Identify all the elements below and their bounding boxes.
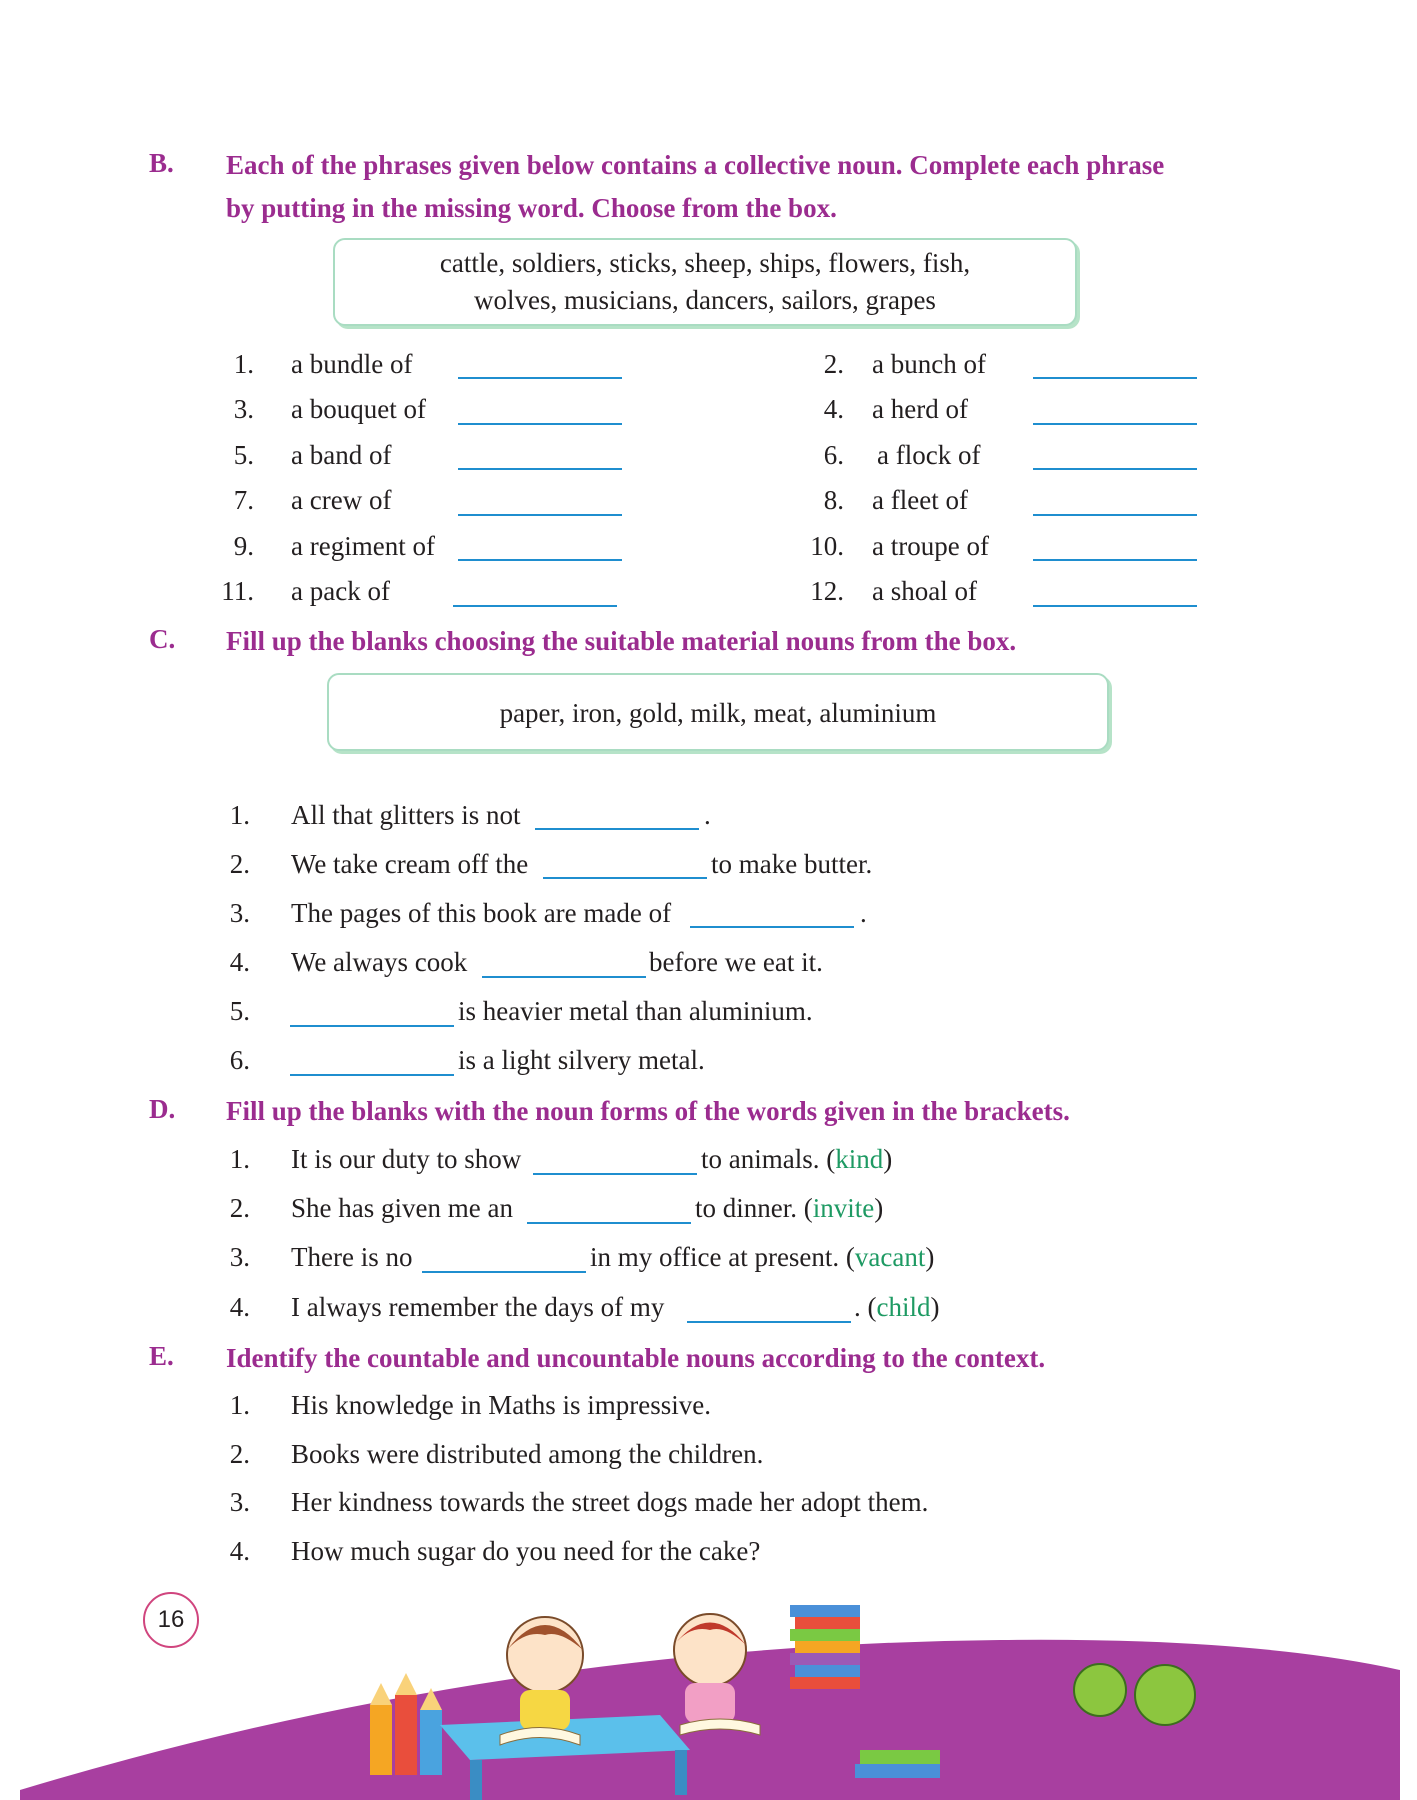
- sentence-text: .: [860, 898, 867, 928]
- hint-word: kind: [835, 1144, 884, 1174]
- section-c-letter: C.: [149, 624, 176, 654]
- item-number: 3.: [233, 394, 254, 424]
- item-number: 3.: [229, 898, 250, 928]
- sentence-text: ): [930, 1292, 940, 1322]
- sentence-text: is a light silvery metal.: [458, 1045, 705, 1075]
- sentence-text: ): [925, 1242, 935, 1272]
- answer-blank[interactable]: [458, 423, 622, 425]
- item-number: 1.: [233, 349, 254, 379]
- sentence-text: to animals. (: [701, 1144, 836, 1174]
- phrase-text: a band of: [291, 440, 392, 470]
- section-c-title: Fill up the blanks choosing the suitable material nouns from the box.: [226, 626, 1017, 656]
- phrase-text: a bouquet of: [291, 394, 426, 424]
- sentence-text: There is no: [291, 1242, 413, 1272]
- section-d-letter: D.: [149, 1094, 176, 1124]
- section-e-title: Identify the countable and uncountable nouns according to the context.: [226, 1343, 1046, 1373]
- sentence-text: His knowledge in Maths is impressive.: [291, 1390, 711, 1420]
- section-e-letter: E.: [149, 1341, 174, 1371]
- item-number: 6.: [823, 440, 844, 470]
- sentence-text: Books were distributed among the children.: [291, 1439, 764, 1469]
- phrase-text: a bundle of: [291, 349, 413, 379]
- answer-blank[interactable]: [290, 1025, 454, 1027]
- phrase-text: a herd of: [872, 394, 968, 424]
- item-number: 5.: [229, 996, 250, 1026]
- sentence-text: How much sugar do you need for the cake?: [291, 1536, 761, 1566]
- sentence-text: It is our duty to show: [291, 1144, 522, 1174]
- item-number: 12.: [810, 576, 844, 606]
- sentence-text: .: [704, 800, 711, 830]
- word-box-line: wolves, musicians, dancers, sailors, grapes: [474, 285, 936, 315]
- item-number: 4.: [823, 394, 844, 424]
- phrase-text: a crew of: [291, 485, 392, 515]
- item-number: 2.: [823, 349, 844, 379]
- answer-blank[interactable]: [533, 1173, 697, 1175]
- item-number: 1.: [229, 1390, 250, 1420]
- sentence-text: I always remember the days of my: [291, 1292, 665, 1322]
- phrase-text: a fleet of: [872, 485, 968, 515]
- item-number: 2.: [229, 1193, 250, 1223]
- answer-blank[interactable]: [1033, 468, 1197, 470]
- sentence-text: ): [883, 1144, 893, 1174]
- answer-blank[interactable]: [458, 514, 622, 516]
- item-number: 11.: [221, 576, 254, 606]
- sentence-text: All that glitters is not: [291, 800, 521, 830]
- section-d-title: Fill up the blanks with the noun forms of the words given in the brackets.: [226, 1096, 1070, 1126]
- sentence-text: in my office at present. (: [590, 1242, 855, 1272]
- sentence-text: . (: [854, 1292, 877, 1322]
- item-number: 2.: [229, 849, 250, 879]
- hint-word: child: [876, 1292, 931, 1322]
- phrase-text: a shoal of: [872, 576, 977, 606]
- footer-illustration: [0, 1575, 1417, 1800]
- answer-blank[interactable]: [690, 926, 854, 928]
- answer-blank[interactable]: [1033, 514, 1197, 516]
- answer-blank[interactable]: [1033, 377, 1197, 379]
- answer-blank[interactable]: [458, 559, 622, 561]
- answer-blank[interactable]: [422, 1271, 586, 1273]
- section-b-letter: B.: [149, 148, 174, 178]
- answer-blank[interactable]: [458, 468, 622, 470]
- sentence-text: Her kindness towards the street dogs made her adopt them.: [291, 1487, 929, 1517]
- pencils-icon: [370, 1673, 442, 1775]
- answer-blank[interactable]: [527, 1222, 691, 1224]
- section-b-title-line1: Each of the phrases given below contains a collective noun. Complete each phrase: [226, 150, 1165, 180]
- answer-blank[interactable]: [482, 976, 646, 978]
- material-word-box: [327, 673, 1109, 751]
- sentence-text: before we eat it.: [649, 947, 823, 977]
- answer-blank[interactable]: [458, 377, 622, 379]
- item-number: 8.: [823, 485, 844, 515]
- sentence-text: is heavier metal than aluminium.: [458, 996, 813, 1026]
- item-number: 5.: [233, 440, 254, 470]
- phrase-text: a flock of: [877, 440, 981, 470]
- item-number: 10.: [810, 531, 844, 561]
- item-number: 3.: [229, 1487, 250, 1517]
- phrase-text: a regiment of: [291, 531, 435, 561]
- answer-blank[interactable]: [1033, 605, 1197, 607]
- item-number: 4.: [229, 1292, 250, 1322]
- answer-blank[interactable]: [1033, 423, 1197, 425]
- phrase-text: a troupe of: [872, 531, 989, 561]
- answer-blank[interactable]: [687, 1321, 851, 1323]
- hint-word: invite: [812, 1193, 875, 1223]
- sentence-text: The pages of this book are made of: [291, 898, 672, 928]
- sentence-text: ): [874, 1193, 884, 1223]
- page-number: 16: [143, 1592, 199, 1648]
- item-number: 2.: [229, 1439, 250, 1469]
- sentence-text: We take cream off the: [291, 849, 529, 879]
- item-number: 1.: [229, 800, 250, 830]
- sentence-text: to dinner. (: [695, 1193, 813, 1223]
- item-number: 1.: [229, 1144, 250, 1174]
- section-b-title-line2: by putting in the missing word. Choose from the box.: [226, 193, 837, 223]
- phrase-text: a bunch of: [872, 349, 986, 379]
- item-number: 3.: [229, 1242, 250, 1272]
- answer-blank[interactable]: [1033, 559, 1197, 561]
- item-number: 9.: [233, 531, 254, 561]
- hint-word: vacant: [854, 1242, 926, 1272]
- collective-word-box: [333, 238, 1077, 326]
- item-number: 7.: [233, 485, 254, 515]
- word-box-line: cattle, soldiers, sticks, sheep, ships, flowers, fish,: [439, 248, 971, 278]
- sentence-text: She has given me an: [291, 1193, 513, 1223]
- answer-blank[interactable]: [535, 828, 699, 830]
- sentence-text: We always cook: [291, 947, 468, 977]
- word-box-line: paper, iron, gold, milk, meat, aluminium: [499, 698, 937, 728]
- phrase-text: a pack of: [291, 576, 390, 606]
- answer-blank[interactable]: [543, 877, 707, 879]
- sentence-text: to make butter.: [711, 849, 873, 879]
- item-number: 6.: [229, 1045, 250, 1075]
- item-number: 4.: [229, 1536, 250, 1566]
- item-number: 4.: [229, 947, 250, 977]
- answer-blank[interactable]: [290, 1074, 454, 1076]
- answer-blank[interactable]: [453, 605, 617, 607]
